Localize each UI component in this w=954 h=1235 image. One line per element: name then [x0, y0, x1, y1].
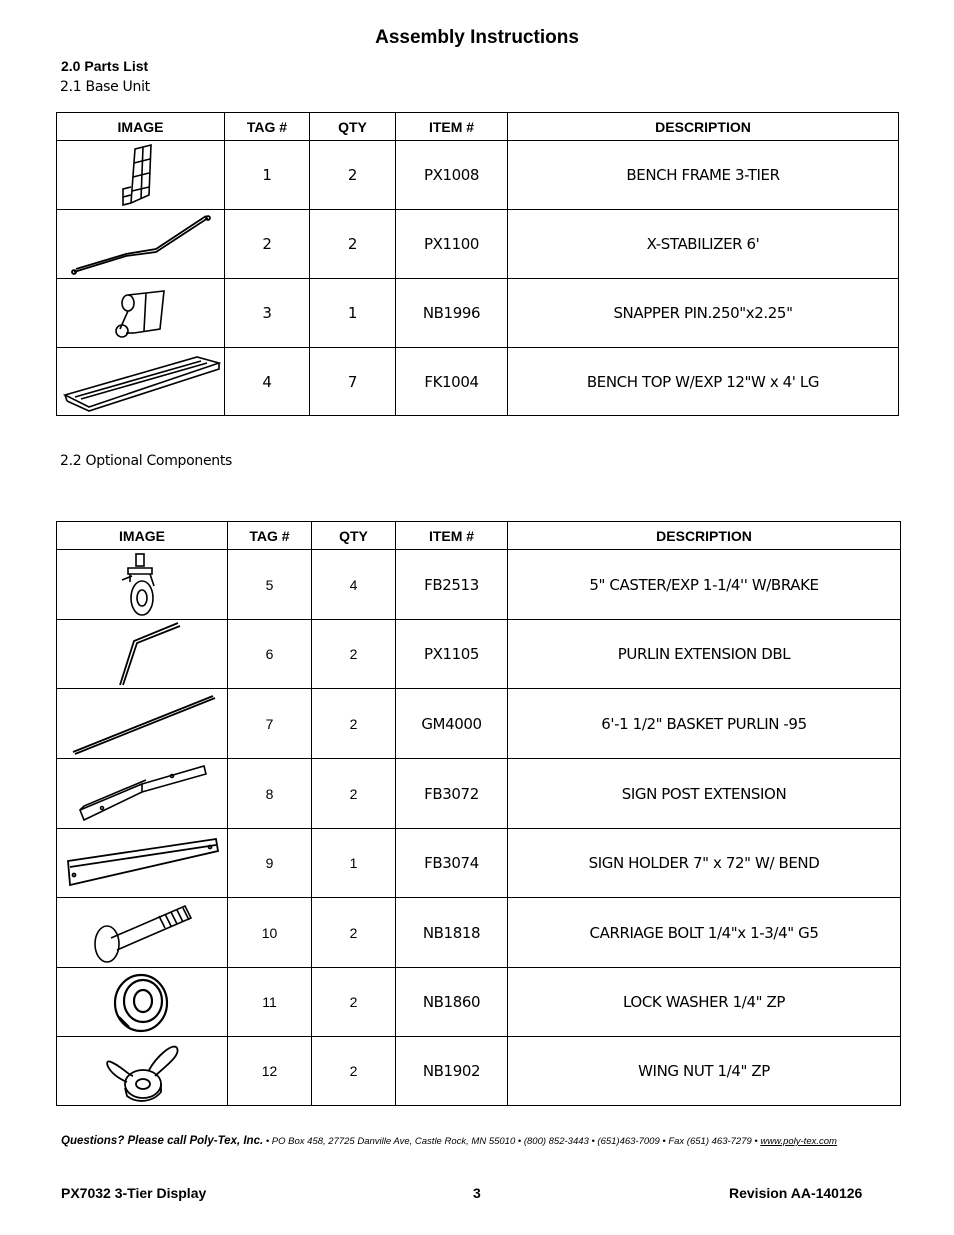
column-header: DESCRIPTION — [508, 522, 901, 550]
table-row — [57, 279, 899, 348]
item-cell: FB3072 — [396, 759, 508, 829]
description-cell: SIGN POST EXTENSION — [508, 759, 901, 829]
description-cell: BENCH TOP W/EXP 12"W x 4' LG — [508, 348, 899, 416]
table-row — [57, 968, 901, 1037]
qty-cell: 2 — [312, 689, 396, 759]
tag-cell: 6 — [228, 620, 312, 689]
tag-cell: 12 — [228, 1037, 312, 1106]
qty-cell: 2 — [312, 898, 396, 968]
page-title: Assembly Instructions — [375, 27, 579, 48]
item-cell: NB1818 — [396, 898, 508, 968]
tag-cell: 4 — [225, 348, 310, 416]
column-header: QTY — [312, 522, 396, 550]
sign-post-icon — [57, 759, 228, 829]
description-cell: 6'-1 1/2" BASKET PURLIN -95 — [508, 689, 901, 759]
tag-cell: 1 — [225, 141, 310, 210]
column-header: IMAGE — [57, 522, 228, 550]
document-id: PX7032 3-Tier Display — [61, 1185, 207, 1201]
item-cell: FB2513 — [396, 550, 508, 620]
table-row — [57, 141, 899, 210]
qty-cell: 2 — [312, 968, 396, 1037]
contact-lead: Questions? Please call Poly-Tex, Inc. — [61, 1135, 264, 1147]
column-header: IMAGE — [57, 113, 225, 141]
optional-heading: 2.2 Optional Components — [60, 453, 233, 469]
qty-cell: 2 — [312, 620, 396, 689]
tag-cell: 8 — [228, 759, 312, 829]
tag-cell: 7 — [228, 689, 312, 759]
item-cell: NB1902 — [396, 1037, 508, 1106]
qty-cell: 7 — [310, 348, 396, 416]
column-header: ITEM # — [396, 522, 508, 550]
qty-cell: 1 — [312, 829, 396, 898]
column-header: DESCRIPTION — [508, 113, 899, 141]
table-row — [57, 210, 899, 279]
tag-cell: 2 — [225, 210, 310, 279]
item-cell: FB3074 — [396, 829, 508, 898]
revision-label: Revision AA-140126 — [729, 1185, 863, 1201]
bench-top-icon — [57, 348, 225, 416]
table-row — [57, 620, 901, 689]
contact-line — [61, 1135, 837, 1147]
website-link[interactable]: www.poly-tex.com — [760, 1136, 837, 1147]
column-header: ITEM # — [396, 113, 508, 141]
section-heading: 2.0 Parts List — [61, 58, 149, 74]
page-number: 3 — [473, 1185, 481, 1201]
qty-cell: 2 — [310, 210, 396, 279]
table-row — [57, 759, 901, 829]
contact-details: • PO Box 458, 27725 Danville Ave, Castle Rock, MN 55010 • (800) 852-3443 • (651)463-7009 • Fax (651) 463-7279 • — [263, 1136, 761, 1147]
description-cell: LOCK WASHER 1/4" ZP — [508, 968, 901, 1037]
tag-cell: 10 — [228, 898, 312, 968]
qty-cell: 2 — [310, 141, 396, 210]
table-row — [57, 689, 901, 759]
description-cell: SNAPPER PIN.250"x2.25" — [508, 279, 899, 348]
bench-frame-icon — [57, 141, 225, 210]
carriage-bolt-icon — [57, 898, 228, 968]
item-cell: PX1100 — [396, 210, 508, 279]
table-header-row — [57, 522, 901, 550]
qty-cell: 2 — [312, 759, 396, 829]
item-cell: NB1860 — [396, 968, 508, 1037]
item-cell: FK1004 — [396, 348, 508, 416]
tag-cell: 11 — [228, 968, 312, 1037]
table-row — [57, 1037, 901, 1106]
tag-cell: 5 — [228, 550, 312, 620]
lock-washer-icon — [57, 968, 228, 1037]
description-cell: WING NUT 1/4" ZP — [508, 1037, 901, 1106]
purlin-extension-icon — [57, 620, 228, 689]
item-cell: PX1105 — [396, 620, 508, 689]
base-unit-table — [56, 112, 899, 416]
description-cell: BENCH FRAME 3-TIER — [508, 141, 899, 210]
description-cell: 5" CASTER/EXP 1-1/4'' W/BRAKE — [508, 550, 901, 620]
tag-cell: 3 — [225, 279, 310, 348]
x-stabilizer-icon — [57, 210, 225, 279]
snapper-pin-icon — [57, 279, 225, 348]
table-row — [57, 829, 901, 898]
description-cell: CARRIAGE BOLT 1/4"x 1-3/4" G5 — [508, 898, 901, 968]
table-row — [57, 898, 901, 968]
column-header: QTY — [310, 113, 396, 141]
item-cell: PX1008 — [396, 141, 508, 210]
description-cell: PURLIN EXTENSION DBL — [508, 620, 901, 689]
optional-components-table — [56, 521, 901, 1106]
item-cell: GM4000 — [396, 689, 508, 759]
base-unit-heading: 2.1 Base Unit — [60, 79, 150, 95]
qty-cell: 2 — [312, 1037, 396, 1106]
qty-cell: 4 — [312, 550, 396, 620]
tag-cell: 9 — [228, 829, 312, 898]
description-cell: SIGN HOLDER 7" x 72" W/ BEND — [508, 829, 901, 898]
wing-nut-icon — [57, 1037, 228, 1106]
column-header: TAG # — [228, 522, 312, 550]
table-row — [57, 550, 901, 620]
table-header-row — [57, 113, 899, 141]
sign-holder-icon — [57, 829, 228, 898]
basket-purlin-icon — [57, 689, 228, 759]
caster-icon — [57, 550, 228, 620]
column-header: TAG # — [225, 113, 310, 141]
item-cell: NB1996 — [396, 279, 508, 348]
description-cell: X-STABILIZER 6' — [508, 210, 899, 279]
qty-cell: 1 — [310, 279, 396, 348]
table-row — [57, 348, 899, 416]
